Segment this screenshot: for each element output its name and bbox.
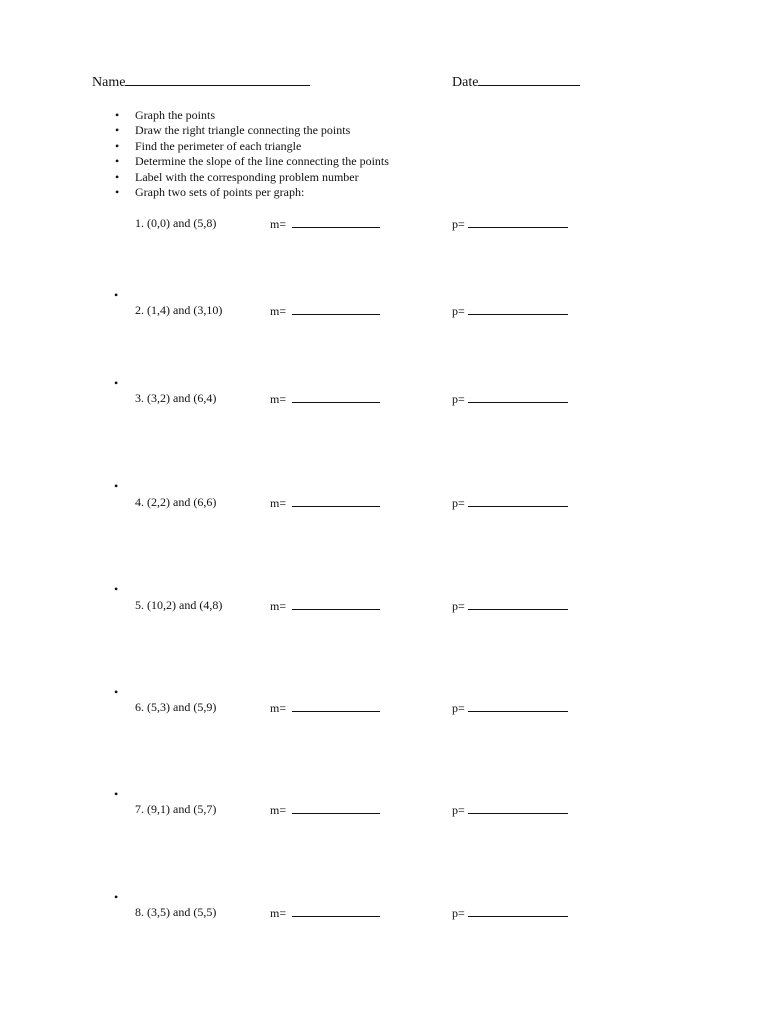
problem-row <box>0 302 768 322</box>
slope-blank[interactable] <box>292 302 380 315</box>
perimeter-field[interactable] <box>452 215 568 232</box>
date-blank[interactable] <box>478 73 580 86</box>
problem-label: 2. (1,4) and (3,10) <box>135 303 223 317</box>
bullet-icon: • <box>114 288 119 302</box>
bullet-icon: • <box>114 479 119 493</box>
perimeter-blank[interactable] <box>468 215 568 228</box>
perimeter-field[interactable] <box>452 801 568 818</box>
problem-label: 7. (9,1) and (5,7) <box>135 802 217 816</box>
slope-field[interactable] <box>270 801 380 818</box>
slope-label: m= <box>270 496 287 510</box>
slope-blank[interactable] <box>292 597 380 610</box>
problem-row <box>0 597 768 617</box>
instruction-item: • Determine the slope of the line connecting the points <box>113 154 389 169</box>
slope-field[interactable] <box>270 597 380 614</box>
perimeter-field[interactable] <box>452 302 568 319</box>
bullet-icon: • <box>114 890 119 904</box>
instruction-item: • Label with the corresponding problem number <box>113 170 389 185</box>
problem-row <box>0 904 768 924</box>
perimeter-label: p= <box>452 599 465 613</box>
perimeter-field[interactable] <box>452 390 568 407</box>
slope-blank[interactable] <box>292 904 380 917</box>
perimeter-label: p= <box>452 906 465 920</box>
slope-field[interactable] <box>270 699 380 716</box>
perimeter-blank[interactable] <box>468 597 568 610</box>
slope-label: m= <box>270 599 287 613</box>
slope-field[interactable] <box>270 215 380 232</box>
name-label: Name <box>92 75 126 90</box>
perimeter-blank[interactable] <box>468 904 568 917</box>
perimeter-label: p= <box>452 803 465 817</box>
slope-blank[interactable] <box>292 801 380 814</box>
bullet-icon: • <box>114 376 119 390</box>
problem-row <box>0 699 768 719</box>
problem-row <box>0 215 768 235</box>
slope-label: m= <box>270 217 287 231</box>
slope-label: m= <box>270 304 287 318</box>
perimeter-blank[interactable] <box>468 302 568 315</box>
instruction-item: • Graph the points <box>113 108 389 123</box>
perimeter-blank[interactable] <box>468 494 568 507</box>
problem-label: 8. (3,5) and (5,5) <box>135 905 217 919</box>
perimeter-field[interactable] <box>452 597 568 614</box>
slope-label: m= <box>270 392 287 406</box>
slope-field[interactable] <box>270 494 380 511</box>
bullet-icon: • <box>114 685 119 699</box>
slope-field[interactable] <box>270 302 380 319</box>
problem-row <box>0 801 768 821</box>
slope-label: m= <box>270 906 287 920</box>
name-field[interactable] <box>92 73 310 91</box>
perimeter-blank[interactable] <box>468 801 568 814</box>
perimeter-label: p= <box>452 496 465 510</box>
problem-row <box>0 494 768 514</box>
perimeter-label: p= <box>452 701 465 715</box>
perimeter-label: p= <box>452 304 465 318</box>
perimeter-label: p= <box>452 217 465 231</box>
instruction-item: • Draw the right triangle connecting the points <box>113 123 389 138</box>
instruction-item: • Find the perimeter of each triangle <box>113 139 389 154</box>
slope-field[interactable] <box>270 390 380 407</box>
perimeter-field[interactable] <box>452 494 568 511</box>
perimeter-field[interactable] <box>452 904 568 921</box>
perimeter-blank[interactable] <box>468 699 568 712</box>
perimeter-field[interactable] <box>452 699 568 716</box>
slope-blank[interactable] <box>292 390 380 403</box>
problem-label: 3. (3,2) and (6,4) <box>135 391 217 405</box>
problem-label: 1. (0,0) and (5,8) <box>135 216 217 230</box>
problem-label: 5. (10,2) and (4,8) <box>135 598 223 612</box>
name-blank[interactable] <box>125 73 310 86</box>
problem-row <box>0 390 768 410</box>
slope-blank[interactable] <box>292 494 380 507</box>
instruction-item: • Graph two sets of points per graph: <box>113 185 389 200</box>
slope-blank[interactable] <box>292 215 380 228</box>
perimeter-label: p= <box>452 392 465 406</box>
bullet-icon: • <box>114 787 119 801</box>
perimeter-blank[interactable] <box>468 390 568 403</box>
problem-label: 6. (5,3) and (5,9) <box>135 700 217 714</box>
slope-label: m= <box>270 803 287 817</box>
date-label: Date <box>452 75 479 90</box>
date-field[interactable] <box>452 73 580 91</box>
slope-field[interactable] <box>270 904 380 921</box>
slope-label: m= <box>270 701 287 715</box>
slope-blank[interactable] <box>292 699 380 712</box>
bullet-icon: • <box>114 582 119 596</box>
instruction-list <box>113 108 389 200</box>
problem-label: 4. (2,2) and (6,6) <box>135 495 217 509</box>
